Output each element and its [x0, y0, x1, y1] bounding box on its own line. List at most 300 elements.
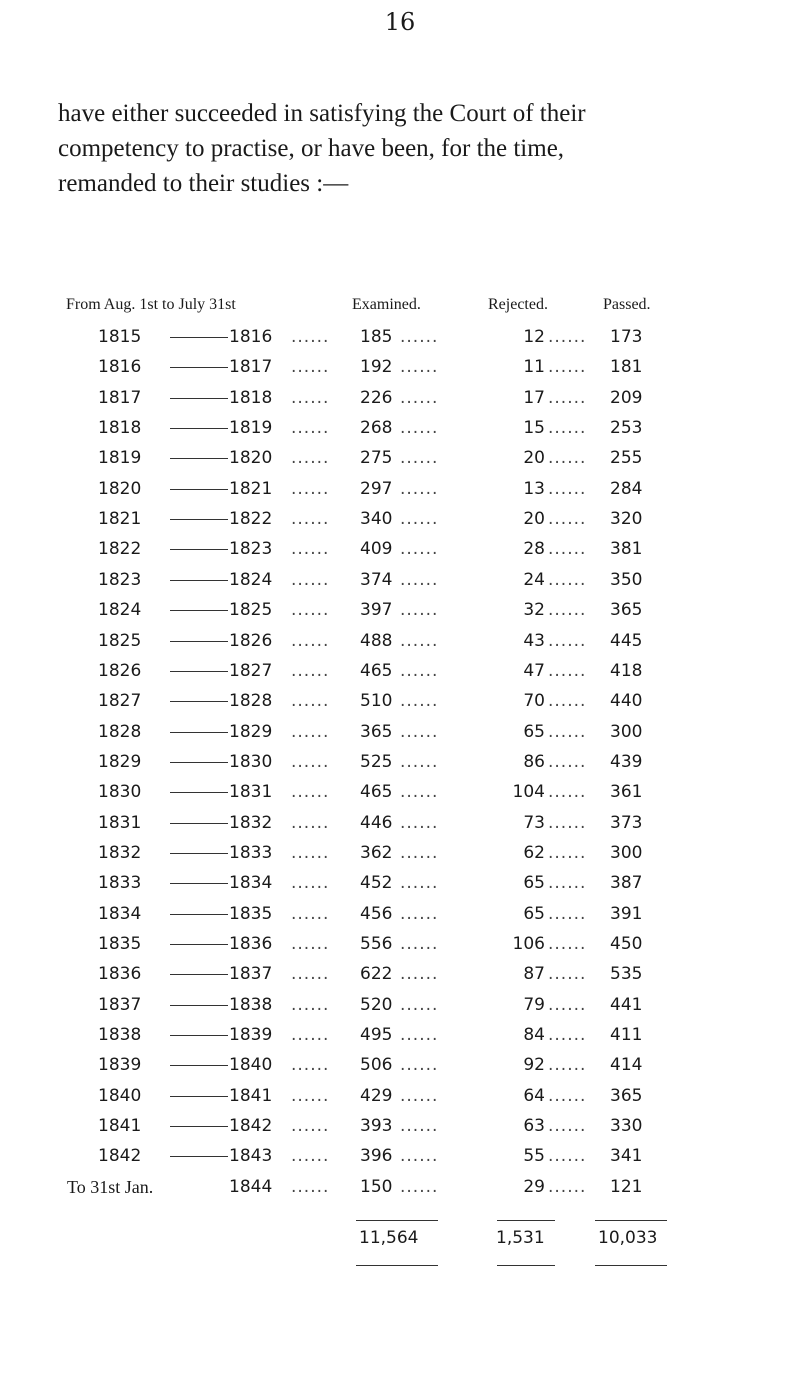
dot-leader: ...... — [291, 387, 330, 408]
totals-row — [0, 1228, 800, 1258]
dot-leader: ...... — [400, 964, 439, 985]
examined-value: 268 — [360, 418, 393, 439]
examined-value: 226 — [360, 387, 393, 408]
dot-leader: ...... — [291, 448, 330, 469]
rejected-value: 65 — [523, 903, 545, 924]
page-number: 16 — [384, 8, 416, 36]
table-row — [0, 838, 800, 868]
dot-leader: ...... — [400, 994, 439, 1015]
dot-leader: ...... — [400, 934, 439, 954]
dot-leader: ...... — [548, 418, 587, 439]
dash-separator — [170, 762, 228, 763]
passed-value: 387 — [610, 873, 643, 894]
dot-leader: ...... — [548, 357, 587, 378]
dot-leader: ...... — [548, 600, 587, 621]
examined-value: 465 — [360, 660, 393, 681]
year-to: 1828 — [229, 691, 273, 712]
rejected-value: 73 — [523, 812, 545, 833]
dot-leader: ...... — [291, 934, 330, 954]
bottom-rule-examined — [356, 1265, 438, 1266]
dot-leader: ...... — [548, 1055, 587, 1076]
rejected-value: 29 — [523, 1176, 545, 1197]
dot-leader: ...... — [548, 509, 587, 530]
year-to: 1843 — [229, 1146, 273, 1167]
dot-leader: ...... — [548, 964, 587, 985]
table-row — [0, 474, 800, 504]
dot-leader: ...... — [548, 994, 587, 1015]
dash-separator — [170, 549, 228, 550]
rejected-value: 20 — [523, 509, 545, 530]
dot-leader: ...... — [291, 1055, 330, 1076]
examined-value: 495 — [360, 1025, 393, 1046]
dot-leader: ...... — [291, 964, 330, 985]
dot-leader: ...... — [291, 509, 330, 530]
year-from: 1840 — [98, 1085, 142, 1106]
examined-value: 275 — [360, 448, 393, 469]
passed-value: 440 — [610, 691, 643, 712]
dot-leader: ...... — [291, 1176, 330, 1197]
year-from: 1822 — [98, 539, 142, 560]
dot-leader: ...... — [400, 903, 439, 924]
rejected-value: 64 — [523, 1085, 545, 1106]
rejected-value: 20 — [523, 448, 545, 469]
year-from: 1837 — [98, 994, 142, 1015]
examined-value: 622 — [360, 964, 393, 985]
dot-leader: ...... — [400, 842, 439, 863]
year-to: 1820 — [229, 448, 273, 469]
year-to: 1834 — [229, 873, 273, 894]
year-from: 1823 — [98, 569, 142, 590]
dot-leader: ...... — [548, 539, 587, 560]
examined-value: 297 — [360, 478, 393, 499]
year-to: 1839 — [229, 1025, 273, 1046]
year-from: 1819 — [98, 448, 142, 469]
bottom-rule-passed — [595, 1265, 667, 1266]
dot-leader: ...... — [548, 751, 587, 772]
total-rejected: 1,531 — [496, 1228, 545, 1248]
total-rule-examined — [356, 1220, 438, 1221]
total-passed: 10,033 — [598, 1228, 658, 1248]
dash-separator — [170, 853, 228, 854]
year-from: 1820 — [98, 478, 142, 499]
dot-leader: ...... — [548, 327, 587, 347]
dash-separator — [170, 1035, 228, 1036]
dot-leader: ...... — [548, 934, 587, 954]
year-to: 1819 — [229, 418, 273, 439]
rejected-value: 79 — [523, 994, 545, 1015]
dot-leader: ...... — [548, 478, 587, 499]
table-row — [0, 959, 800, 989]
dash-separator — [170, 398, 228, 399]
dot-leader: ...... — [548, 782, 587, 803]
passed-value: 441 — [610, 994, 643, 1015]
passed-value: 253 — [610, 418, 643, 439]
year-from: 1828 — [98, 721, 142, 742]
passed-value: 535 — [610, 964, 643, 985]
table-row — [0, 929, 800, 959]
dot-leader: ...... — [291, 539, 330, 560]
examined-value: 488 — [360, 630, 393, 651]
intro-line: competency to practise, or have been, for the time, — [58, 135, 565, 162]
rejected-value: 92 — [523, 1055, 545, 1076]
table-row — [0, 595, 800, 625]
year-from: 1816 — [98, 357, 142, 378]
examined-value: 525 — [360, 751, 393, 772]
table-row — [0, 322, 800, 352]
examined-value: 506 — [360, 1055, 393, 1076]
passed-value: 450 — [610, 934, 643, 954]
rejected-value: 106 — [512, 934, 545, 954]
table-row — [0, 1081, 800, 1111]
dash-separator — [170, 1096, 228, 1097]
header-period: From Aug. 1st to July 31st — [66, 296, 236, 313]
passed-value: 173 — [610, 327, 643, 347]
year-to: 1817 — [229, 357, 273, 378]
header-passed: Passed. — [603, 296, 651, 313]
dot-leader: ...... — [291, 1025, 330, 1046]
year-from: 1835 — [98, 934, 142, 954]
dot-leader: ...... — [548, 903, 587, 924]
year-from: 1830 — [98, 782, 142, 803]
table-row — [0, 1141, 800, 1171]
dot-leader: ...... — [291, 721, 330, 742]
dot-leader: ...... — [548, 387, 587, 408]
dot-leader: ...... — [548, 1176, 587, 1197]
rejected-value: 84 — [523, 1025, 545, 1046]
dot-leader: ...... — [400, 327, 439, 347]
table-row — [0, 899, 800, 929]
dot-leader: ...... — [400, 1025, 439, 1046]
table-row — [0, 443, 800, 473]
dot-leader: ...... — [291, 873, 330, 894]
passed-value: 255 — [610, 448, 643, 469]
examined-value: 520 — [360, 994, 393, 1015]
examined-value: 362 — [360, 842, 393, 863]
examined-value: 192 — [360, 357, 393, 378]
year-from: 1821 — [98, 509, 142, 530]
dot-leader: ...... — [291, 903, 330, 924]
dot-leader: ...... — [400, 630, 439, 651]
total-rule-rejected — [497, 1220, 555, 1221]
dash-separator — [170, 580, 228, 581]
total-rule-passed — [595, 1220, 667, 1221]
year-to: 1826 — [229, 630, 273, 651]
year-from: 1815 — [98, 327, 142, 347]
dash-separator — [170, 944, 228, 945]
passed-value: 341 — [610, 1146, 643, 1167]
dash-separator — [170, 610, 228, 611]
dot-leader: ...... — [400, 478, 439, 499]
passed-value: 411 — [610, 1025, 643, 1046]
total-examined: 11,564 — [359, 1228, 419, 1248]
intro-line: have either succeeded in satisfying the Court of their — [58, 100, 586, 127]
rejected-value: 28 — [523, 539, 545, 560]
examined-value: 446 — [360, 812, 393, 833]
passed-value: 320 — [610, 509, 643, 530]
year-to: 1827 — [229, 660, 273, 681]
passed-value: 418 — [610, 660, 643, 681]
year-from: 1833 — [98, 873, 142, 894]
dash-separator — [170, 1005, 228, 1006]
year-to: 1840 — [229, 1055, 273, 1076]
dot-leader: ...... — [400, 387, 439, 408]
rejected-value: 87 — [523, 964, 545, 985]
year-to: 1833 — [229, 842, 273, 863]
year-to: 1831 — [229, 782, 273, 803]
dot-leader: ...... — [291, 600, 330, 621]
dash-separator — [170, 701, 228, 702]
table-row — [0, 383, 800, 413]
year-to: 1841 — [229, 1085, 273, 1106]
rejected-value: 15 — [523, 418, 545, 439]
year-from: 1841 — [98, 1116, 142, 1137]
passed-value: 361 — [610, 782, 643, 803]
dot-leader: ...... — [548, 873, 587, 894]
dash-separator — [170, 792, 228, 793]
year-from: 1829 — [98, 751, 142, 772]
table-row — [0, 352, 800, 382]
table-row — [0, 626, 800, 656]
year-from: 1832 — [98, 842, 142, 863]
dot-leader: ...... — [291, 630, 330, 651]
rejected-value: 32 — [523, 600, 545, 621]
examined-value: 510 — [360, 691, 393, 712]
dot-leader: ...... — [548, 569, 587, 590]
rejected-value: 24 — [523, 569, 545, 590]
dot-leader: ...... — [548, 1085, 587, 1106]
year-to: 1823 — [229, 539, 273, 560]
table-row — [0, 656, 800, 686]
year-to: 1835 — [229, 903, 273, 924]
examined-value: 397 — [360, 600, 393, 621]
passed-value: 439 — [610, 751, 643, 772]
dash-separator — [170, 641, 228, 642]
rejected-value: 70 — [523, 691, 545, 712]
dot-leader: ...... — [548, 721, 587, 742]
year-from: 1817 — [98, 387, 142, 408]
examined-value: 365 — [360, 721, 393, 742]
table-row — [0, 686, 800, 716]
dot-leader: ...... — [291, 842, 330, 863]
intro-line: remanded to their studies :— — [58, 170, 349, 197]
table-row — [0, 1111, 800, 1141]
dot-leader: ...... — [291, 418, 330, 439]
dot-leader: ...... — [400, 873, 439, 894]
dash-separator — [170, 489, 228, 490]
dot-leader: ...... — [400, 448, 439, 469]
rejected-value: 13 — [523, 478, 545, 499]
table-row — [0, 413, 800, 443]
rejected-value: 55 — [523, 1146, 545, 1167]
examined-value: 456 — [360, 903, 393, 924]
passed-value: 373 — [610, 812, 643, 833]
dot-leader: ...... — [400, 539, 439, 560]
year-to: 1824 — [229, 569, 273, 590]
dash-separator — [170, 1126, 228, 1127]
table-row — [0, 504, 800, 534]
rejected-value: 17 — [523, 387, 545, 408]
passed-value: 381 — [610, 539, 643, 560]
year-to: 1838 — [229, 994, 273, 1015]
passed-value: 414 — [610, 1055, 643, 1076]
table-row — [0, 1050, 800, 1080]
passed-value: 365 — [610, 600, 643, 621]
dot-leader: ...... — [400, 1176, 439, 1197]
year-to: 1837 — [229, 964, 273, 985]
passed-value: 365 — [610, 1085, 643, 1106]
passed-value: 391 — [610, 903, 643, 924]
dot-leader: ...... — [548, 660, 587, 681]
dot-leader: ...... — [291, 1146, 330, 1167]
dash-separator — [170, 458, 228, 459]
table-row-final — [0, 1172, 800, 1202]
examined-value: 150 — [360, 1176, 393, 1197]
year-from: 1842 — [98, 1146, 142, 1167]
period-label: To 31st Jan. — [67, 1176, 154, 1197]
dot-leader: ...... — [291, 751, 330, 772]
rejected-value: 65 — [523, 721, 545, 742]
examined-value: 340 — [360, 509, 393, 530]
year-to: 1844 — [229, 1176, 273, 1197]
year-to: 1829 — [229, 721, 273, 742]
dot-leader: ...... — [400, 357, 439, 378]
table-row — [0, 990, 800, 1020]
dot-leader: ...... — [291, 691, 330, 712]
dot-leader: ...... — [400, 1085, 439, 1106]
table-row — [0, 534, 800, 564]
dot-leader: ...... — [291, 994, 330, 1015]
dot-leader: ...... — [400, 418, 439, 439]
dot-leader: ...... — [548, 842, 587, 863]
year-to: 1836 — [229, 934, 273, 954]
dash-separator — [170, 732, 228, 733]
rejected-value: 62 — [523, 842, 545, 863]
year-to: 1832 — [229, 812, 273, 833]
dot-leader: ...... — [400, 751, 439, 772]
dash-separator — [170, 428, 228, 429]
header-rejected: Rejected. — [488, 296, 548, 313]
dot-leader: ...... — [400, 721, 439, 742]
dash-separator — [170, 367, 228, 368]
table-row — [0, 868, 800, 898]
year-from: 1826 — [98, 660, 142, 681]
examined-value: 452 — [360, 873, 393, 894]
examined-value: 396 — [360, 1146, 393, 1167]
dot-leader: ...... — [400, 1055, 439, 1076]
table-row — [0, 1020, 800, 1050]
dot-leader: ...... — [291, 812, 330, 833]
examined-value: 409 — [360, 539, 393, 560]
dot-leader: ...... — [291, 660, 330, 681]
table-row — [0, 808, 800, 838]
dash-separator — [170, 519, 228, 520]
dot-leader: ...... — [291, 478, 330, 499]
table-row — [0, 777, 800, 807]
rejected-value: 104 — [512, 782, 545, 803]
year-from: 1827 — [98, 691, 142, 712]
year-from: 1825 — [98, 630, 142, 651]
dash-separator — [170, 1065, 228, 1066]
header-examined: Examined. — [352, 296, 421, 313]
dot-leader: ...... — [400, 782, 439, 803]
rejected-value: 47 — [523, 660, 545, 681]
dot-leader: ...... — [400, 812, 439, 833]
year-to: 1821 — [229, 478, 273, 499]
dash-separator — [170, 823, 228, 824]
year-from: 1839 — [98, 1055, 142, 1076]
examined-value: 465 — [360, 782, 393, 803]
examined-value: 429 — [360, 1085, 393, 1106]
dot-leader: ...... — [548, 1146, 587, 1167]
year-to: 1830 — [229, 751, 273, 772]
examined-value: 374 — [360, 569, 393, 590]
rejected-value: 12 — [523, 327, 545, 347]
passed-value: 300 — [610, 842, 643, 863]
dot-leader: ...... — [291, 782, 330, 803]
dot-leader: ...... — [548, 1116, 587, 1137]
year-to: 1816 — [229, 327, 273, 347]
dash-separator — [170, 1156, 228, 1157]
year-from: 1831 — [98, 812, 142, 833]
dot-leader: ...... — [548, 812, 587, 833]
rejected-value: 65 — [523, 873, 545, 894]
table-row — [0, 747, 800, 777]
dot-leader: ...... — [400, 509, 439, 530]
dot-leader: ...... — [400, 691, 439, 712]
rejected-value: 43 — [523, 630, 545, 651]
dash-separator — [170, 337, 228, 338]
passed-value: 445 — [610, 630, 643, 651]
dot-leader: ...... — [291, 357, 330, 378]
year-from: 1838 — [98, 1025, 142, 1046]
year-from: 1824 — [98, 600, 142, 621]
dot-leader: ...... — [400, 600, 439, 621]
dot-leader: ...... — [291, 1116, 330, 1137]
dot-leader: ...... — [548, 630, 587, 651]
year-to: 1818 — [229, 387, 273, 408]
passed-value: 121 — [610, 1176, 643, 1197]
dot-leader: ...... — [548, 691, 587, 712]
passed-value: 350 — [610, 569, 643, 590]
examined-value: 556 — [360, 934, 393, 954]
dot-leader: ...... — [548, 448, 587, 469]
table-row — [0, 717, 800, 747]
rejected-value: 63 — [523, 1116, 545, 1137]
rejected-value: 86 — [523, 751, 545, 772]
year-from: 1818 — [98, 418, 142, 439]
dash-separator — [170, 974, 228, 975]
passed-value: 330 — [610, 1116, 643, 1137]
dot-leader: ...... — [400, 1146, 439, 1167]
dot-leader: ...... — [291, 327, 330, 347]
dot-leader: ...... — [400, 1116, 439, 1137]
dash-separator — [170, 671, 228, 672]
passed-value: 300 — [610, 721, 643, 742]
dash-separator — [170, 883, 228, 884]
dot-leader: ...... — [291, 1085, 330, 1106]
year-to: 1842 — [229, 1116, 273, 1137]
year-from: 1836 — [98, 964, 142, 985]
year-to: 1825 — [229, 600, 273, 621]
dot-leader: ...... — [400, 660, 439, 681]
bottom-rule-rejected — [497, 1265, 555, 1266]
dot-leader: ...... — [548, 1025, 587, 1046]
dot-leader: ...... — [291, 569, 330, 590]
examined-value: 393 — [360, 1116, 393, 1137]
passed-value: 284 — [610, 478, 643, 499]
dot-leader: ...... — [400, 569, 439, 590]
passed-value: 181 — [610, 357, 643, 378]
